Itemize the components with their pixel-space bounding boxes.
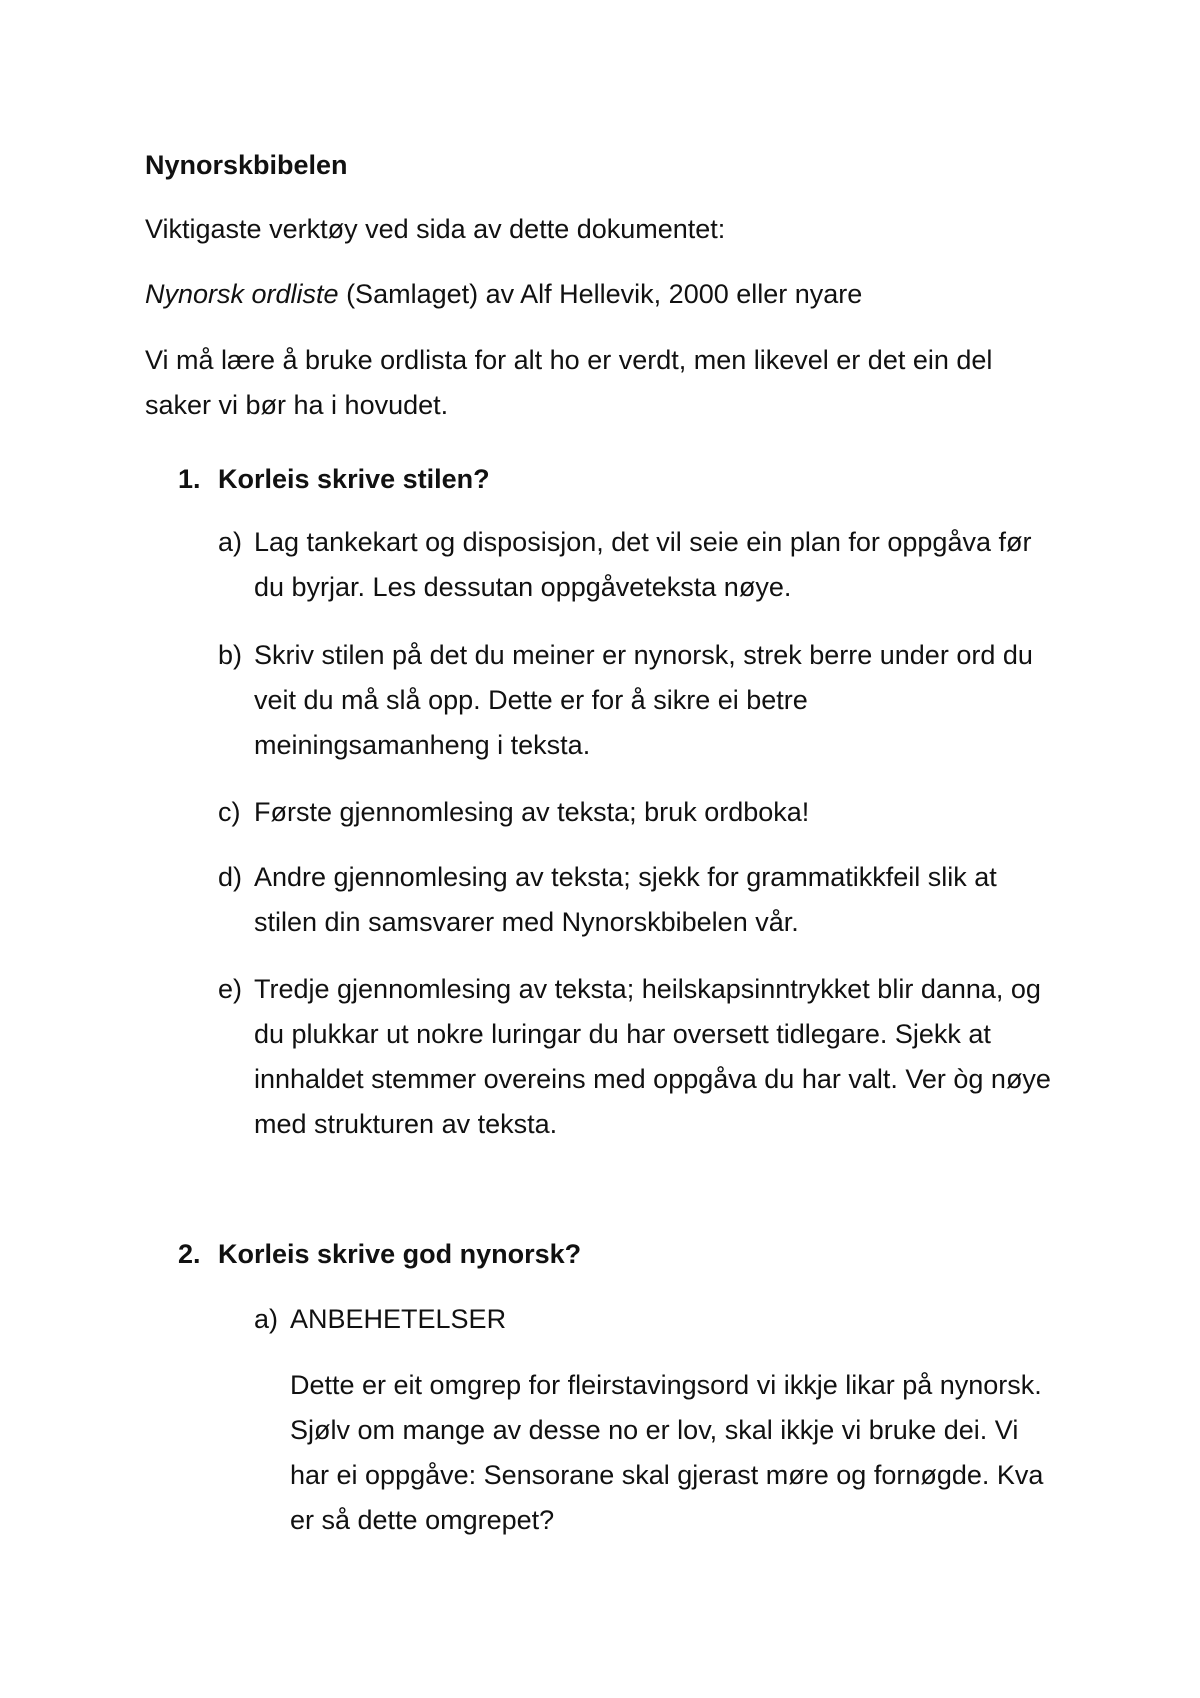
intro-paragraph: Vi må lære å bruke ordlista for alt ho er verdt, men likevel er det ein del saker vi bør ha i hovudet. bbox=[145, 345, 993, 420]
list-item-text: Andre gjennomlesing av teksta; sjekk for grammatikkfeil slik at stilen din samsvarer med Nynorskbibelen vår. bbox=[254, 862, 997, 937]
section-1-number: 1. bbox=[178, 464, 201, 494]
page-title: Nynorskbibelen bbox=[145, 150, 348, 180]
section-2-heading: Korleis skrive god nynorsk? bbox=[218, 1239, 582, 1269]
list-item-text: Lag tankekart og disposisjon, det vil seie ein plan for oppgåva før du byrjar. Les dessutan oppgåveteksta nøye. bbox=[254, 527, 1032, 602]
list-item-text: Skriv stilen på det du meiner er nynorsk, strek berre under ord du veit du må slå opp. Dette er for å sikre ei betre meiningsamanheng i teksta. bbox=[254, 640, 1033, 760]
reference-title: Nynorsk ordliste bbox=[145, 279, 339, 309]
list-item-marker: c) bbox=[218, 797, 241, 827]
list-item-marker: e) bbox=[218, 974, 243, 1004]
reference-details: (Samlaget) av Alf Hellevik, 2000 eller nyare bbox=[338, 279, 863, 309]
list-item-text: Tredje gjennomlesing av teksta; heilskapsinntrykket blir danna, og du plukkar ut nokre luringar du har oversett tidlegare. Sjekk at innhaldet stemmer overeins med oppgåva du har valt. Ver òg nøye med strukturen av teksta. bbox=[254, 974, 1051, 1139]
section-2-number: 2. bbox=[178, 1239, 201, 1269]
list-item-marker: d) bbox=[218, 862, 243, 892]
subitem-paragraph: Dette er eit omgrep for fleirstavingsord vi ikkje likar på nynorsk. Sjølv om mange av desse no er lov, skal ikkje vi bruke dei. Vi har ei oppgåve: Sensorane skal gjerast møre og fornøgde. Kva er så dette omgrepet? bbox=[290, 1370, 1044, 1535]
list-item-marker: b) bbox=[218, 640, 243, 670]
tools-intro: Viktigaste verktøy ved sida av dette dokumentet: bbox=[145, 214, 726, 244]
list-item-marker: a) bbox=[254, 1304, 279, 1334]
list-item-marker: a) bbox=[218, 527, 243, 557]
list-item-text: Første gjennomlesing av teksta; bruk ordboka! bbox=[254, 797, 810, 827]
section-1-heading: Korleis skrive stilen? bbox=[218, 464, 490, 494]
reference-line bbox=[145, 272, 1075, 317]
list-item-text: ANBEHETELSER bbox=[290, 1304, 507, 1334]
